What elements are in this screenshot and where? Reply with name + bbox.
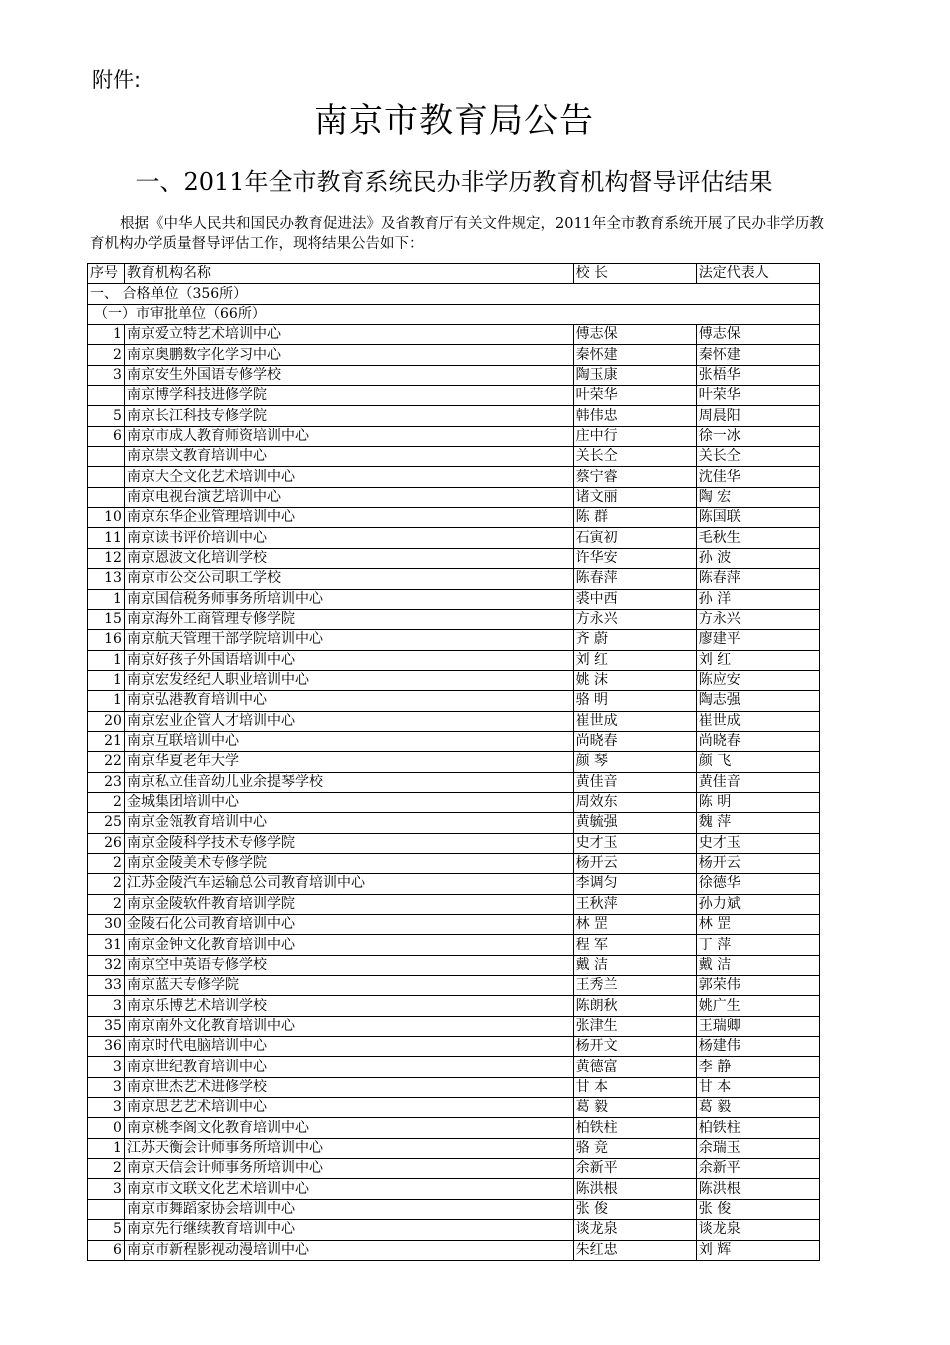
cell-rep: 刘 辉	[696, 1240, 819, 1260]
cell-no: 2	[88, 894, 125, 914]
cell-no: 3	[88, 1098, 125, 1118]
table-row	[88, 935, 820, 955]
table-row	[88, 447, 820, 467]
cell-principal: 石寅初	[573, 528, 696, 548]
cell-principal: 谈龙泉	[573, 1220, 696, 1240]
table-row	[88, 853, 820, 873]
cell-principal: 周效东	[573, 792, 696, 812]
cell-principal: 黄德富	[573, 1057, 696, 1077]
cell-rep: 甘 本	[696, 1077, 819, 1097]
cell-principal: 张 俊	[573, 1199, 696, 1219]
cell-rep: 陈国联	[696, 508, 819, 528]
cell-rep: 刘 红	[696, 650, 819, 670]
cell-rep: 孙力斌	[696, 894, 819, 914]
table-row	[88, 670, 820, 690]
table-row	[88, 894, 820, 914]
cell-rep: 孙 洋	[696, 589, 819, 609]
cell-rep: 关长仝	[696, 447, 819, 467]
table-row	[88, 874, 820, 894]
cell-principal: 柏铁柱	[573, 1118, 696, 1138]
cell-name: 南京电视台演艺培训中心	[124, 487, 573, 507]
cell-no: 5	[88, 406, 125, 426]
table-row	[88, 386, 820, 406]
table-row	[88, 955, 820, 975]
results-table	[87, 263, 820, 1261]
cell-principal: 陈洪根	[573, 1179, 696, 1199]
cell-rep: 廖建平	[696, 630, 819, 650]
cell-name: 南京市舞蹈家协会培训中心	[124, 1199, 573, 1219]
table-row	[88, 1159, 820, 1179]
cell-no: 3	[88, 1179, 125, 1199]
cell-no: 13	[88, 569, 125, 589]
cell-no: 1	[88, 670, 125, 690]
cell-no: 3	[88, 996, 125, 1016]
cell-principal: 裘中西	[573, 589, 696, 609]
cell-rep: 林 罡	[696, 915, 819, 935]
cell-name: 南京金钟文化教育培训中心	[124, 935, 573, 955]
cell-name: 南京好孩子外国语培训中心	[124, 650, 573, 670]
cell-no	[88, 487, 125, 507]
cell-principal: 韩伟忠	[573, 406, 696, 426]
cell-principal: 崔世成	[573, 711, 696, 731]
table-row	[88, 325, 820, 345]
header-principal: 校 长	[573, 264, 696, 284]
cell-rep: 姚广生	[696, 996, 819, 1016]
cell-no: 2	[88, 853, 125, 873]
cell-name: 南京思艺艺术培训中心	[124, 1098, 573, 1118]
cell-name: 南京宏业企管人才培训中心	[124, 711, 573, 731]
attachment-label: 附件:	[92, 68, 142, 92]
cell-name: 南京奥鹏数字化学习中心	[124, 345, 573, 365]
table-row	[88, 1098, 820, 1118]
cell-principal: 戴 洁	[573, 955, 696, 975]
cell-no: 10	[88, 508, 125, 528]
cell-rep: 丁 萍	[696, 935, 819, 955]
cell-rep: 毛秋生	[696, 528, 819, 548]
table-row	[88, 609, 820, 629]
table-row	[88, 1138, 820, 1158]
cell-principal: 李调匀	[573, 874, 696, 894]
cell-name: 南京博学科技进修学院	[124, 386, 573, 406]
cell-no: 3	[88, 1057, 125, 1077]
cell-principal: 史才玉	[573, 833, 696, 853]
cell-name: 南京宏发经纪人职业培训中心	[124, 670, 573, 690]
table-row	[88, 1199, 820, 1219]
cell-no: 16	[88, 630, 125, 650]
cell-name: 金陵石化公司教育培训中心	[124, 915, 573, 935]
cell-no: 1	[88, 650, 125, 670]
cell-no: 32	[88, 955, 125, 975]
cell-no: 1	[88, 325, 125, 345]
cell-name: 南京空中英语专修学校	[124, 955, 573, 975]
table-row	[88, 833, 820, 853]
cell-name: 南京金陵美术专修学院	[124, 853, 573, 873]
cell-name: 南京天信会计师事务所培训中心	[124, 1159, 573, 1179]
cell-principal: 陈朗秋	[573, 996, 696, 1016]
table-row	[88, 528, 820, 548]
table-row	[88, 569, 820, 589]
cell-rep: 魏 萍	[696, 813, 819, 833]
table-row	[88, 548, 820, 568]
cell-no: 2	[88, 874, 125, 894]
cell-name: 南京市文联文化艺术培训中心	[124, 1179, 573, 1199]
cell-rep: 郭荣伟	[696, 976, 819, 996]
cell-no: 30	[88, 915, 125, 935]
table-row	[88, 406, 820, 426]
cell-name: 南京金瓴教育培训中心	[124, 813, 573, 833]
table-row	[88, 426, 820, 446]
cell-rep: 方永兴	[696, 609, 819, 629]
table-row	[88, 691, 820, 711]
table-row	[88, 1220, 820, 1240]
cell-no: 25	[88, 813, 125, 833]
cell-rep: 黄佳音	[696, 772, 819, 792]
cell-name: 南京时代电脑培训中心	[124, 1037, 573, 1057]
cell-principal: 秦怀建	[573, 345, 696, 365]
cell-no: 31	[88, 935, 125, 955]
cell-no	[88, 386, 125, 406]
cell-no	[88, 467, 125, 487]
intro-paragraph: 根据《中华人民共和国民办教育促进法》及省教育厅有关文件规定，2011年全市教育系统开展了民办非学历教育机构办学质量督导评估工作，现将结果公告如下：	[90, 216, 824, 252]
cell-name: 南京桃李阁文化教育培训中心	[124, 1118, 573, 1138]
table-row	[88, 1077, 820, 1097]
cell-principal: 姚 沫	[573, 670, 696, 690]
cell-name: 南京华夏老年大学	[124, 752, 573, 772]
cell-name: 南京海外工商管理专修学院	[124, 609, 573, 629]
table-row	[88, 487, 820, 507]
cell-principal: 刘 红	[573, 650, 696, 670]
cell-name: 南京金陵软件教育培训学院	[124, 894, 573, 914]
cell-name: 南京崇文教育培训中心	[124, 447, 573, 467]
table-row	[88, 711, 820, 731]
cell-rep: 沈佳华	[696, 467, 819, 487]
cell-name: 南京互联培训中心	[124, 731, 573, 751]
cell-no	[88, 447, 125, 467]
subsection-title: （一）市审批单位（66所）	[88, 304, 820, 324]
cell-no: 15	[88, 609, 125, 629]
cell-no: 1	[88, 589, 125, 609]
cell-no: 1	[88, 691, 125, 711]
cell-principal: 诸文丽	[573, 487, 696, 507]
cell-no: 5	[88, 1220, 125, 1240]
cell-no: 1	[88, 1138, 125, 1158]
cell-rep: 颜 飞	[696, 752, 819, 772]
cell-name: 南京读书评价培训中心	[124, 528, 573, 548]
table-row	[88, 630, 820, 650]
cell-no: 2	[88, 345, 125, 365]
section-row	[88, 284, 820, 304]
cell-no: 12	[88, 548, 125, 568]
cell-principal: 叶荣华	[573, 386, 696, 406]
cell-rep: 崔世成	[696, 711, 819, 731]
cell-principal: 林 罡	[573, 915, 696, 935]
cell-principal: 骆 明	[573, 691, 696, 711]
cell-rep: 张 俊	[696, 1199, 819, 1219]
cell-principal: 张津生	[573, 1016, 696, 1036]
cell-rep: 徐一冰	[696, 426, 819, 446]
cell-principal: 骆 竞	[573, 1138, 696, 1158]
cell-name: 南京安生外国语专修学校	[124, 365, 573, 385]
table-row	[88, 1118, 820, 1138]
table-header-row	[88, 264, 820, 284]
cell-principal: 尚晓春	[573, 731, 696, 751]
cell-rep: 陶志强	[696, 691, 819, 711]
table-row	[88, 731, 820, 751]
cell-no: 3	[88, 365, 125, 385]
cell-principal: 蔡宁睿	[573, 467, 696, 487]
cell-no: 20	[88, 711, 125, 731]
cell-rep: 孙 波	[696, 548, 819, 568]
cell-no: 36	[88, 1037, 125, 1057]
cell-principal: 黄佳音	[573, 772, 696, 792]
cell-principal: 王秀兰	[573, 976, 696, 996]
table-row	[88, 1016, 820, 1036]
header-name: 教育机构名称	[124, 264, 573, 284]
cell-principal: 陈春萍	[573, 569, 696, 589]
table-row	[88, 1240, 820, 1260]
cell-principal: 葛 毅	[573, 1098, 696, 1118]
cell-name: 南京大仝文化艺术培训中心	[124, 467, 573, 487]
subsection-row	[88, 304, 820, 324]
cell-no: 6	[88, 1240, 125, 1260]
cell-principal: 杨开文	[573, 1037, 696, 1057]
cell-principal: 王秋萍	[573, 894, 696, 914]
cell-rep: 杨开云	[696, 853, 819, 873]
cell-no: 2	[88, 792, 125, 812]
cell-rep: 李 静	[696, 1057, 819, 1077]
cell-name: 南京市公交公司职工学校	[124, 569, 573, 589]
cell-name: 南京市新程影视动漫培训中心	[124, 1240, 573, 1260]
table-row	[88, 792, 820, 812]
cell-principal: 陈 群	[573, 508, 696, 528]
cell-principal: 黄毓强	[573, 813, 696, 833]
cell-rep: 叶荣华	[696, 386, 819, 406]
cell-name: 南京东华企业管理培训中心	[124, 508, 573, 528]
cell-rep: 陈应安	[696, 670, 819, 690]
cell-rep: 陶 宏	[696, 487, 819, 507]
cell-no	[88, 1199, 125, 1219]
cell-principal: 庄中行	[573, 426, 696, 446]
cell-rep: 傅志保	[696, 325, 819, 345]
cell-principal: 傅志保	[573, 325, 696, 345]
cell-name: 南京国信税务师事务所培训中心	[124, 589, 573, 609]
table-row	[88, 752, 820, 772]
cell-principal: 齐 蔚	[573, 630, 696, 650]
cell-no: 26	[88, 833, 125, 853]
cell-name: 金城集团培训中心	[124, 792, 573, 812]
cell-no: 11	[88, 528, 125, 548]
header-no: 序号	[88, 264, 125, 284]
page-title: 南京市教育局公告	[314, 101, 594, 141]
table-row	[88, 976, 820, 996]
cell-no: 21	[88, 731, 125, 751]
cell-rep: 陈春萍	[696, 569, 819, 589]
table-row	[88, 1037, 820, 1057]
cell-name: 南京乐博艺术培训学校	[124, 996, 573, 1016]
cell-rep: 陈 明	[696, 792, 819, 812]
table-row	[88, 1057, 820, 1077]
cell-principal: 甘 本	[573, 1077, 696, 1097]
section-title: 一、 合格单位（356所）	[88, 284, 820, 304]
table-row	[88, 996, 820, 1016]
cell-name: 南京市成人教育师资培训中心	[124, 426, 573, 446]
cell-rep: 周晨阳	[696, 406, 819, 426]
cell-name: 南京爱立特艺术培训中心	[124, 325, 573, 345]
cell-name: 南京世杰艺术进修学校	[124, 1077, 573, 1097]
table-row	[88, 650, 820, 670]
table-row	[88, 508, 820, 528]
cell-principal: 方永兴	[573, 609, 696, 629]
cell-name: 南京长江科技专修学院	[124, 406, 573, 426]
cell-principal: 程 军	[573, 935, 696, 955]
cell-name: 南京弘港教育培训中心	[124, 691, 573, 711]
cell-rep: 余瑞玉	[696, 1138, 819, 1158]
cell-no: 0	[88, 1118, 125, 1138]
table-row	[88, 345, 820, 365]
cell-rep: 谈龙泉	[696, 1220, 819, 1240]
cell-no: 3	[88, 1077, 125, 1097]
cell-rep: 余新平	[696, 1159, 819, 1179]
table-row	[88, 915, 820, 935]
table-row	[88, 1179, 820, 1199]
page-subtitle: 一、2011年全市教育系统民办非学历教育机构督导评估结果	[135, 168, 773, 196]
cell-principal: 余新平	[573, 1159, 696, 1179]
table-row	[88, 365, 820, 385]
header-rep: 法定代表人	[696, 264, 819, 284]
cell-no: 23	[88, 772, 125, 792]
cell-no: 22	[88, 752, 125, 772]
table-row	[88, 589, 820, 609]
cell-rep: 徐德华	[696, 874, 819, 894]
cell-rep: 秦怀建	[696, 345, 819, 365]
cell-rep: 葛 毅	[696, 1098, 819, 1118]
cell-rep: 史才玉	[696, 833, 819, 853]
cell-name: 江苏天衡会计师事务所培训中心	[124, 1138, 573, 1158]
cell-principal: 颜 琴	[573, 752, 696, 772]
cell-name: 南京先行继续教育培训中心	[124, 1220, 573, 1240]
cell-rep: 陈洪根	[696, 1179, 819, 1199]
cell-rep: 戴 洁	[696, 955, 819, 975]
cell-principal: 朱红忠	[573, 1240, 696, 1260]
cell-name: 南京世纪教育培训中心	[124, 1057, 573, 1077]
cell-principal: 关长仝	[573, 447, 696, 467]
table-row	[88, 813, 820, 833]
cell-rep: 张梧华	[696, 365, 819, 385]
cell-name: 南京南外文化教育培训中心	[124, 1016, 573, 1036]
cell-name: 南京私立佳音幼儿业余提琴学校	[124, 772, 573, 792]
table-row	[88, 467, 820, 487]
cell-rep: 杨建伟	[696, 1037, 819, 1057]
cell-rep: 尚晓春	[696, 731, 819, 751]
cell-name: 南京金陵科学技术专修学院	[124, 833, 573, 853]
cell-no: 6	[88, 426, 125, 446]
cell-rep: 柏铁柱	[696, 1118, 819, 1138]
cell-principal: 杨开云	[573, 853, 696, 873]
cell-name: 南京蓝天专修学院	[124, 976, 573, 996]
cell-name: 江苏金陵汽车运输总公司教育培训中心	[124, 874, 573, 894]
cell-principal: 陶玉康	[573, 365, 696, 385]
table-row	[88, 772, 820, 792]
cell-no: 2	[88, 1159, 125, 1179]
cell-no: 35	[88, 1016, 125, 1036]
cell-name: 南京航天管理干部学院培训中心	[124, 630, 573, 650]
cell-name: 南京恩波文化培训学校	[124, 548, 573, 568]
cell-rep: 王瑞卿	[696, 1016, 819, 1036]
cell-no: 33	[88, 976, 125, 996]
cell-principal: 许华安	[573, 548, 696, 568]
